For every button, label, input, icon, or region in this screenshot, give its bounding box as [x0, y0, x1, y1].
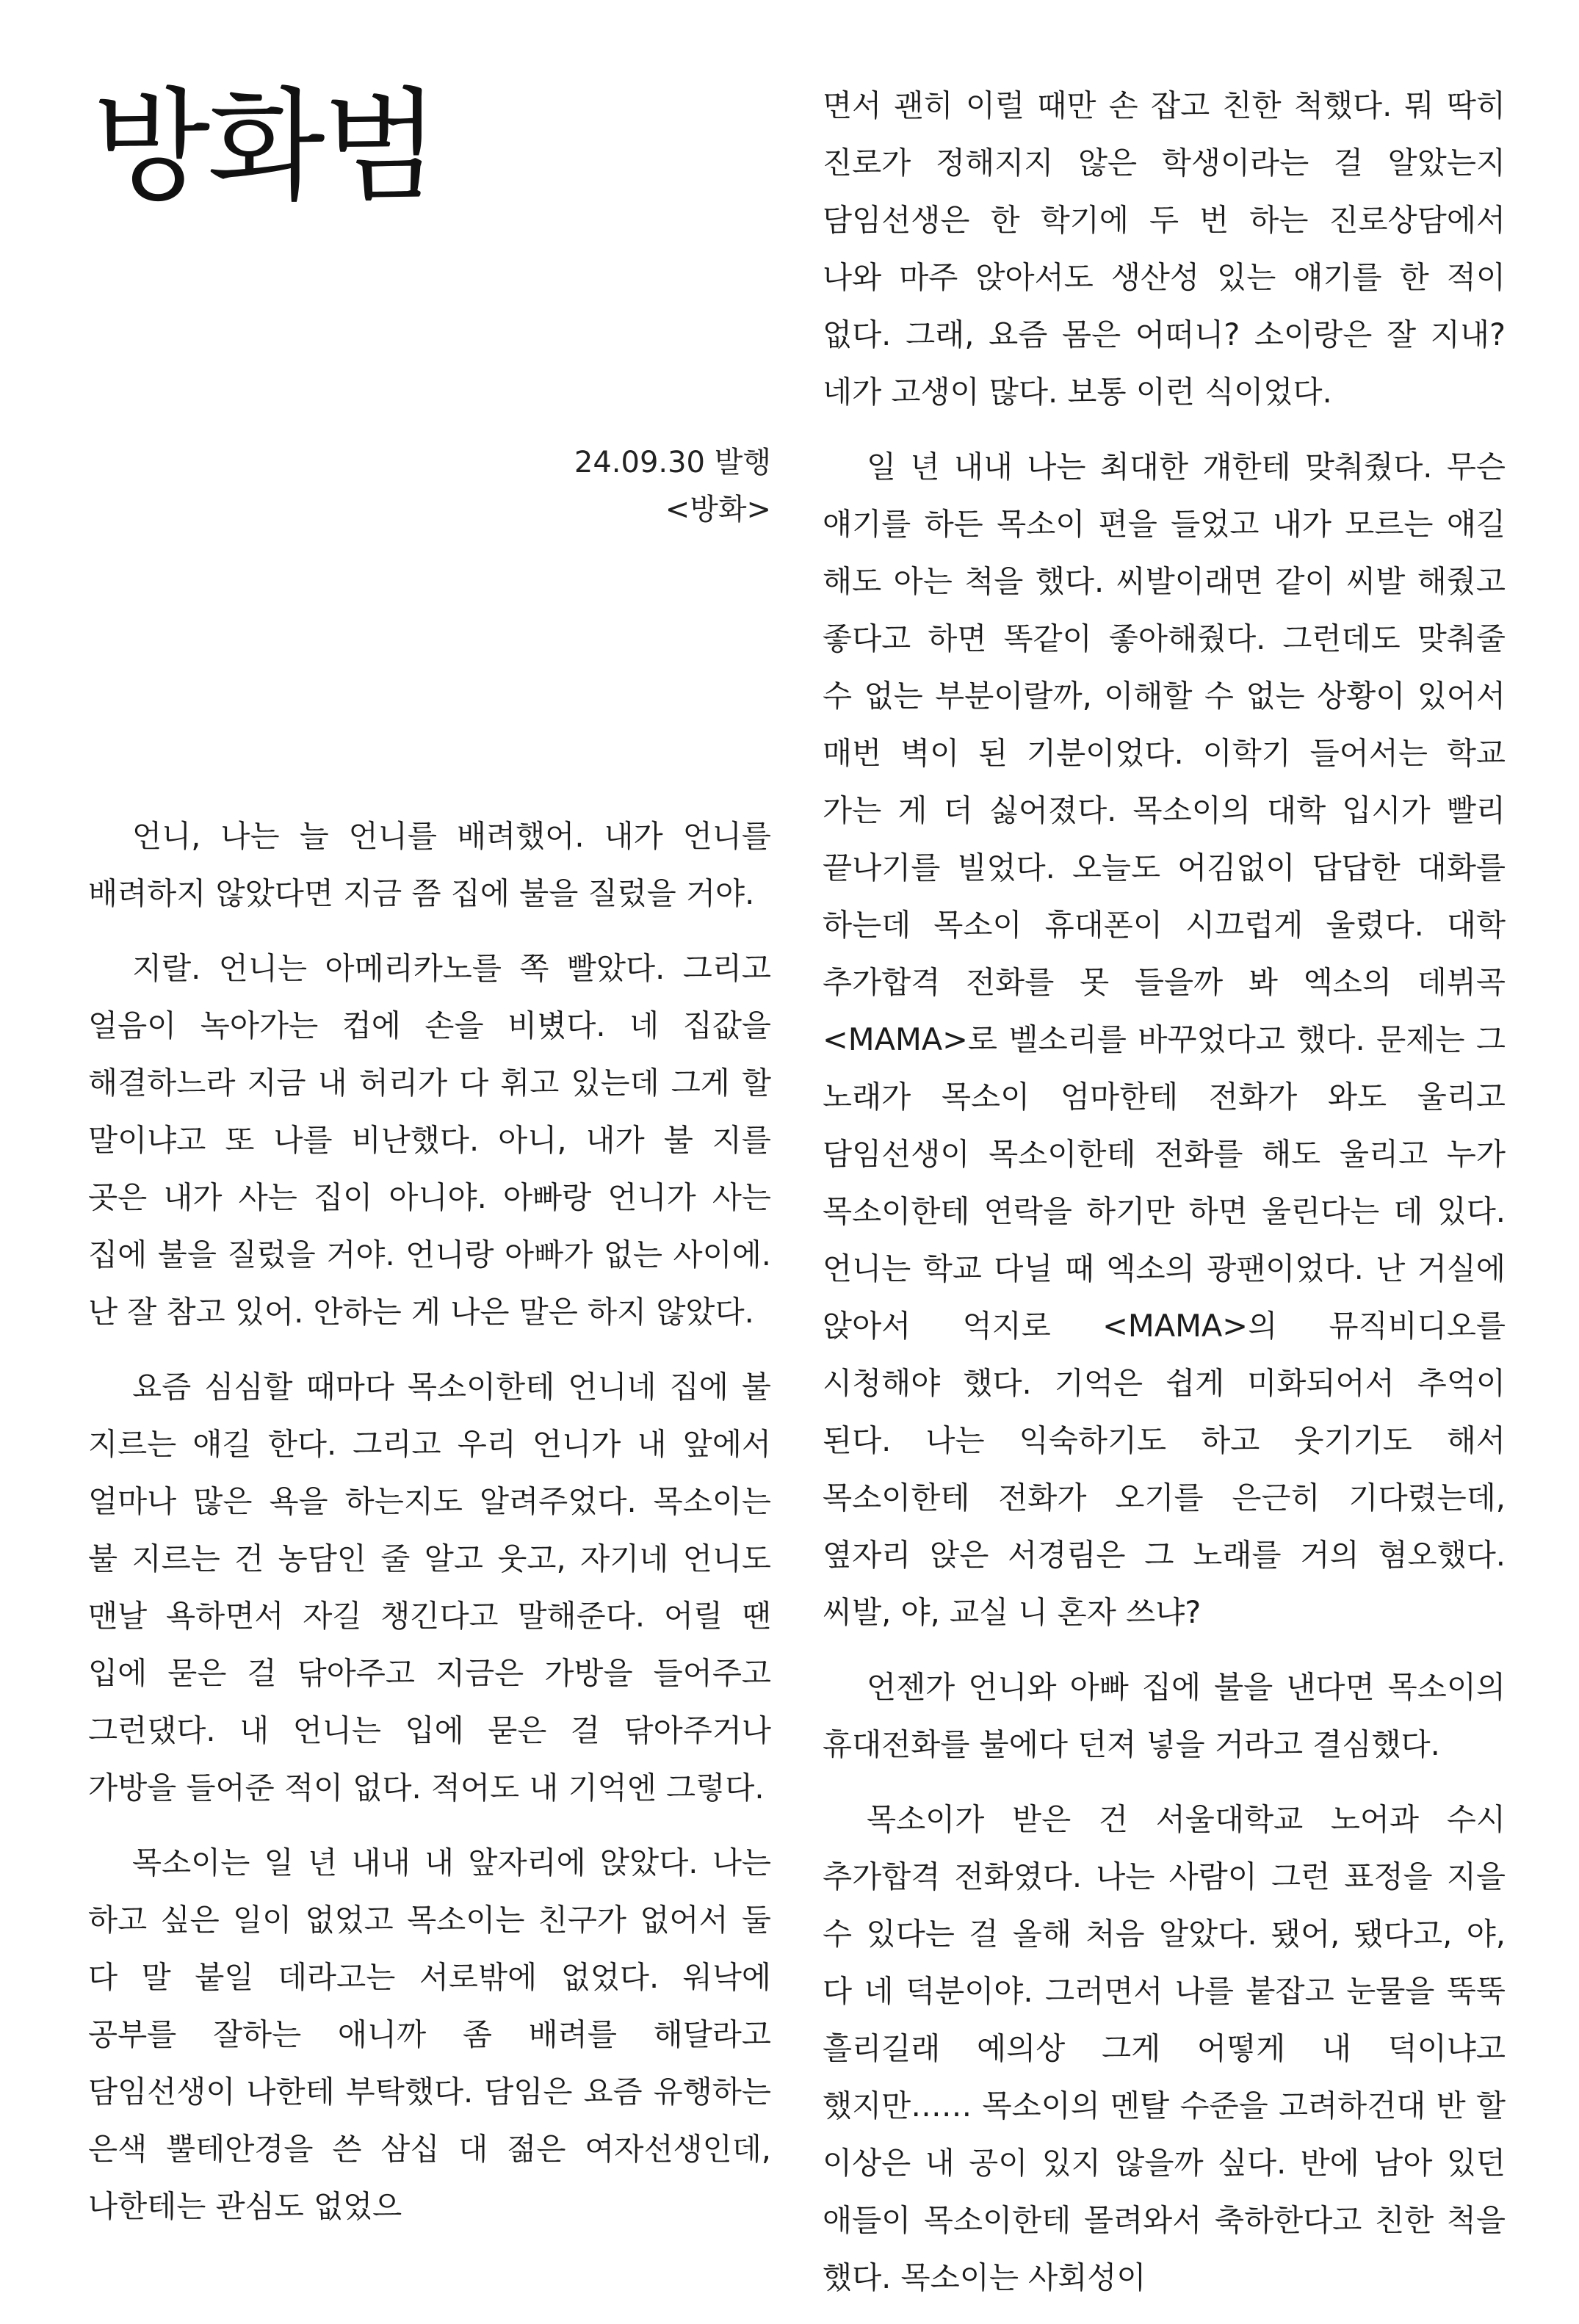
paragraph: 일 년 내내 나는 최대한 걔한테 맞춰줬다. 무슨 얘기를 하든 목소이 편을 들었고 내가 모르는 얘길 해도 아는 척을 했다. 씨발이래면 같이 씨발 해줬고 좋다고 하면 똑같이 좋아해줬다. 그런데도 맞춰줄 수 없는 부분이랄까, 이해할 수 없는 상황이 있어서 매번 벽이 된 기분이었다. 이학기 들어서는 학교 가는 게 더 싫어졌다. 목소이의 대학 입시가 빨리 끝나기를 빌었다. 오늘도 어김없이 답답한 대화를 하는데 목소이 휴대폰이 시끄럽게 울렸다. 대학 추가합격 전화를 못 들을까 봐 엑소의 데뷔곡 <MAMA>로 벨소리를 바꾸었다고 했다. 문제는 그 노래가 목소이 엄마한테 전화가 와도 울리고 담임선생이 목소이한테 전화를 해도 울리고 누가 목소이한테 연락을 하기만 하면 울린다는 데 있다. 언니는 학교 다닐 때 엑소의 광팬이었다. 난 거실에 앉아서 억지로 <MAMA>의 뮤직비디오를 시청해야 했다. 기억은 쉽게 미화되어서 추억이 된다. 나는 익숙하기도 하고 웃기기도 해서 목소이한테 전화가 오기를 은근히 기다렸는데, 옆자리 앉은 서경림은 그 노래를 거의 혐오했다. 씨발, 야, 교실 니 혼자 쓰냐?	[823, 449, 1506, 1630]
paragraph: 목소이가 받은 건 서울대학교 노어과 수시 추가합격 전화였다. 나는 사람이 그런 표정을 지을 수 있다는 걸 올해 처음 알았다. 됐어, 됐다고, 야, 다 네 덕분이야. 그러면서 나를 붙잡고 눈물을 뚝뚝 흘리길래 예의상 그게 어떻게 내 덕이냐고 했지만…… 목소이의 멘탈 수준을 고려하건대 반 할 이상은 내 공이 있지 않을까 싶다. 반에 남아 있던 애들이 목소이한테 몰려와서 축하한다고 친한 척을 했다. 목소이는 사회성이	[823, 1801, 1506, 2295]
right-text-column	[823, 77, 1506, 2324]
paragraph: 목소이는 일 년 내내 내 앞자리에 앉았다. 나는 하고 싶은 일이 없었고 목소이는 친구가 없어서 둘 다 말 붙일 데라고는 서로밖에 없었다. 워낙에 공부를 잘하는 애니까 좀 배려를 해달라고 담임선생이 나한테 부탁했다. 담임은 요즘 유행하는 은색 뿔테안경을 쓴 삼십 대 젊은 여자선생인데, 나한테는 관심도 없었으	[88, 1845, 771, 2224]
left-text-column	[88, 808, 771, 2253]
publication-info	[477, 439, 771, 533]
paragraph: 지랄. 언니는 아메리카노를 쪽 빨았다. 그리고 얼음이 녹아가는 컵에 손을 비볐다. 네 집값을 해결하느라 지금 내 허리가 다 휘고 있는데 그게 할 말이냐고 또 나를 비난했다. 아니, 내가 불 지를 곳은 내가 사는 집이 아니야. 아빠랑 언니가 사는 집에 불을 질렀을 거야. 언니랑 아빠가 없는 사이에. 난 잘 참고 있어. 안하는 게 나은 말은 하지 않았다.	[88, 950, 771, 1330]
story-title: 방화범	[93, 76, 438, 218]
paragraph-continued: 면서 괜히 이럴 때만 손 잡고 친한 척했다. 뭐 딱히 진로가 정해지지 않은 학생이라는 걸 알았는지 담임선생은 한 학기에 두 번 하는 진로상담에서 나와 마주 앉아서도 생산성 있는 얘기를 한 적이 없다. 그래, 요즘 몸은 어떠니? 소이랑은 잘 지내? 네가 고생이 많다. 보통 이런 식이었다.	[823, 87, 1506, 410]
publication-date: 24.09.30 발행	[574, 446, 771, 479]
paragraph: 언니, 나는 늘 언니를 배려했어. 내가 언니를 배려하지 않았다면 지금 쯤 집에 불을 질렀을 거야.	[88, 818, 771, 911]
paragraph: 언젠가 언니와 아빠 집에 불을 낸다면 목소이의 휴대전화를 불에다 던져 넣을 거라고 결심했다.	[823, 1669, 1506, 1762]
magazine-name: <방화>	[665, 493, 771, 526]
paragraph: 요즘 심심할 때마다 목소이한테 언니네 집에 불 지르는 얘길 한다. 그리고 우리 언니가 내 앞에서 얼마나 많은 욕을 하는지도 알려주었다. 목소이는 불 지르는 건 농담인 줄 알고 웃고, 자기네 언니도 맨날 욕하면서 자길 챙긴다고 말해준다. 어릴 땐 입에 묻은 걸 닦아주고 지금은 가방을 들어주고 그런댔다. 내 언니는 입에 묻은 걸 닦아주거나 가방을 들어준 적이 없다. 적어도 내 기억엔 그렇다.	[88, 1369, 771, 1806]
